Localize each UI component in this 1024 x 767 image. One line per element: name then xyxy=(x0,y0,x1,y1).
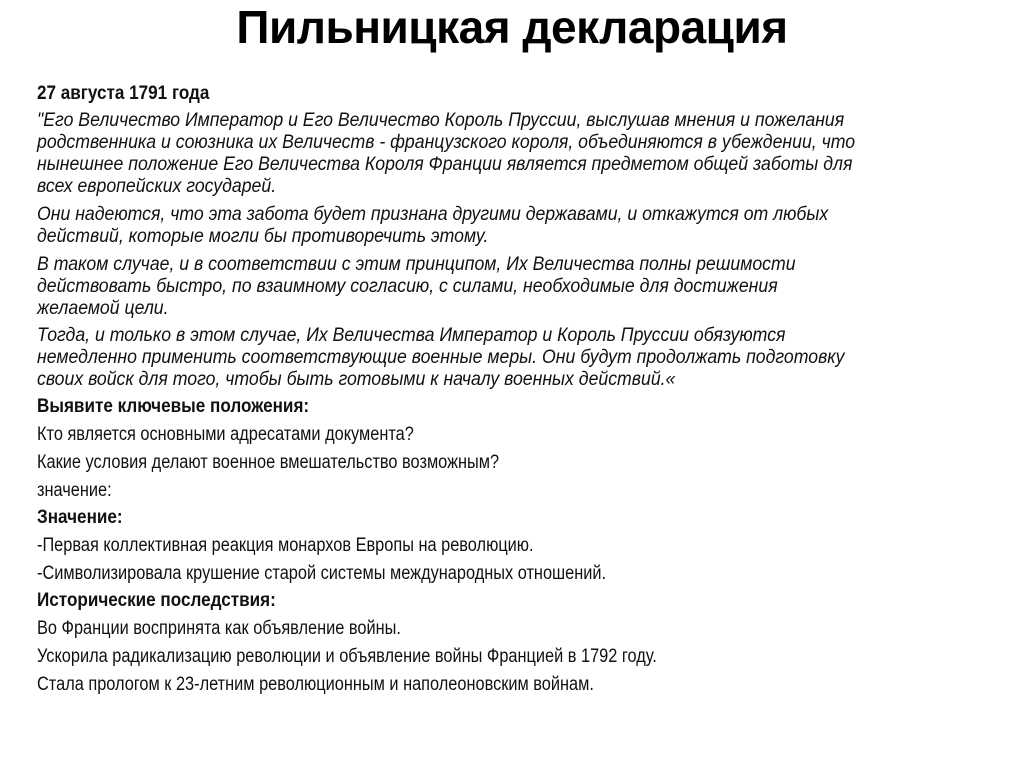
consequence-item: Ускорила радикализацию революции и объявление войны Францией в 1792 году. xyxy=(37,646,657,667)
quote-line: Они надеются, что эта забота будет признана другими державами, и откажутся от любых xyxy=(37,204,829,225)
question-item: Кто является основными адресатами документа? xyxy=(37,424,414,445)
quote-line: родственника и союзника их Величеств - французского короля, объединяются в убеждении, что xyxy=(37,132,856,153)
significance-item: -Первая коллективная реакция монархов Европы на революцию. xyxy=(37,535,534,556)
consequences-heading: Исторические последствия: xyxy=(37,590,276,611)
slide-title: Пильницкая декларация xyxy=(236,1,788,53)
quote-line: В таком случае, и в соответствии с этим принципом, Их Величества полны решимости xyxy=(37,254,796,275)
quote-line: нынешнее положение Его Величества Короля Франции является предметом общей заботы для xyxy=(37,154,853,175)
quote-line: действовать быстро, по взаимному согласию, с силами, необходимые для достижения xyxy=(37,276,778,297)
consequence-item: Во Франции воспринята как объявление войны. xyxy=(37,618,401,639)
date-heading: 27 августа 1791 года xyxy=(37,83,210,104)
quote-line: Тогда, и только в этом случае, Их Величества Император и Король Пруссии обязуются xyxy=(37,325,786,346)
consequence-item: Стала прологом к 23-летним революционным и наполеоновским войнам. xyxy=(37,674,594,695)
significance-item: -Символизировала крушение старой системы международных отношений. xyxy=(37,563,607,584)
quote-line: "Его Величество Император и Его Величество Король Пруссии, выслушав мнения и пожелания xyxy=(37,110,845,131)
quote-line: своих войск для того, чтобы быть готовыми к началу военных действий.« xyxy=(37,369,676,390)
quote-line: немедленно применить соответствующие военные меры. Они будут продолжать подготовку xyxy=(37,347,845,368)
quote-line: всех европейских государей. xyxy=(37,176,277,197)
question-item: Какие условия делают военное вмешательство возможным? xyxy=(37,452,500,473)
question-item: значение: xyxy=(37,480,112,501)
task-heading: Выявите ключевые положения: xyxy=(37,396,310,417)
significance-heading: Значение: xyxy=(37,507,123,528)
quote-line: действий, которые могли бы противоречить этому. xyxy=(37,226,489,247)
quote-line: желаемой цели. xyxy=(37,298,169,319)
